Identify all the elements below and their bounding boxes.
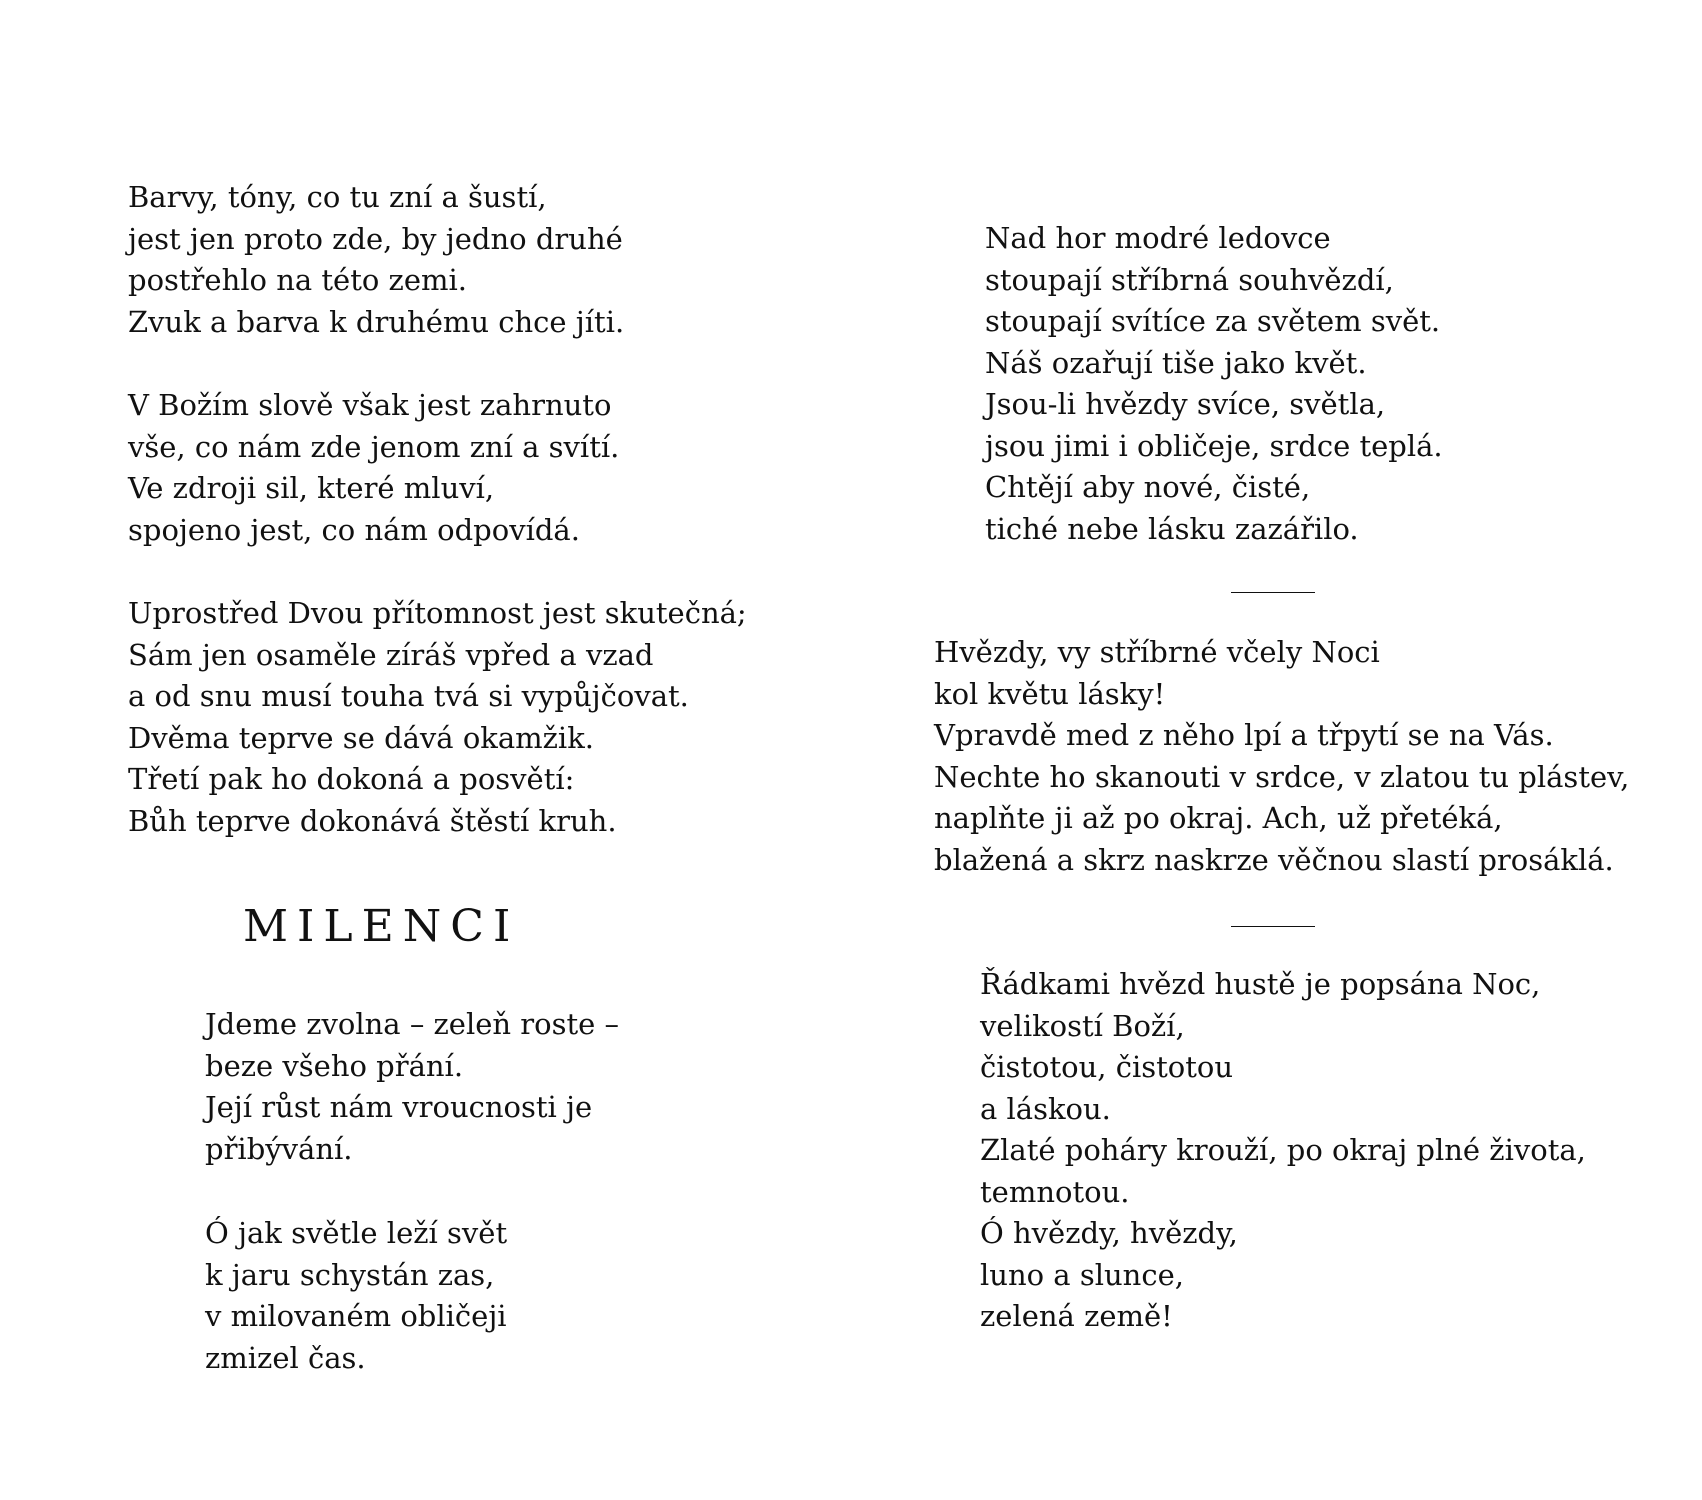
- poem-line: Jsou-li hvězdy svíce, světla,: [985, 387, 1386, 421]
- poem-line: Řádkami hvězd hustě je popsána Noc,: [980, 967, 1541, 1001]
- poem-line: stoupají svítíce za světem svět.: [985, 304, 1441, 338]
- poem-line: přibývání.: [205, 1131, 353, 1166]
- left-stanza-5: [205, 1213, 507, 1379]
- poem-line: postřehlo na této zemi.: [128, 263, 467, 297]
- poem-line: Sám jen osaměle zíráš vpřed a vzad: [128, 637, 654, 672]
- poem-line: Její růst nám vroucnosti je: [205, 1090, 593, 1124]
- right-stanza-2: [934, 632, 1629, 881]
- poem-line: Nad hor modré ledovce: [985, 221, 1331, 255]
- poem-line: Vpravdě med z něho lpí a třpytí se na Vás.: [934, 718, 1554, 752]
- left-stanza-2: [128, 385, 619, 551]
- poem-line: v milovaném obličeji: [205, 1299, 507, 1333]
- section-divider: [1231, 926, 1315, 927]
- poem-line: Uprostřed Dvou přítomnost jest skutečná;: [128, 596, 747, 630]
- poem-line: spojeno jest, co nám odpovídá.: [128, 512, 580, 547]
- poem-line: vše, co nám zde jenom zní a svítí.: [128, 429, 620, 464]
- poem-line: tiché nebe lásku zazářilo.: [985, 511, 1359, 546]
- poem-line: a od snu musí touha tvá si vypůjčovat.: [128, 679, 689, 713]
- section-divider: [1231, 592, 1315, 593]
- poem-line: kol květu lásky!: [934, 676, 1166, 711]
- poem-line: Dvěma teprve se dává okamžik.: [128, 720, 594, 755]
- poem-line: jest jen proto zde, by jedno druhé: [128, 221, 623, 256]
- poem-line: Jdeme zvolna – zeleň roste –: [205, 1007, 620, 1041]
- poem-line: naplňte ji až po okraj. Ach, už přetéká,: [934, 801, 1503, 835]
- poem-line: temnotou.: [980, 1174, 1130, 1209]
- poem-line: V Božím slově však jest zahrnuto: [128, 388, 612, 422]
- poem-line: velikostí Boží,: [980, 1008, 1185, 1043]
- poem-line: Ve zdroji sil, které mluví,: [128, 471, 495, 505]
- poem-line: a láskou.: [980, 1091, 1111, 1126]
- poem-line: Zvuk a barva k druhému chce jíti.: [128, 304, 625, 339]
- poem-line: zelená země!: [980, 1299, 1173, 1333]
- poem-line: jsou jimi i obličeje, srdce teplá.: [985, 428, 1443, 463]
- left-stanza-4: [205, 1004, 619, 1170]
- poem-line: stoupají stříbrná souhvězdí,: [985, 262, 1394, 297]
- poem-line: zmizel čas.: [205, 1340, 366, 1375]
- poem-line: blažená a skrz naskrze věčnou slastí prosáklá.: [934, 842, 1614, 877]
- poem-line: Třetí pak ho dokoná a posvětí:: [128, 762, 575, 796]
- right-stanza-1: [985, 218, 1443, 550]
- poem-line: Barvy, tóny, co tu zní a šustí,: [128, 180, 547, 214]
- poem-line: Hvězdy, vy stříbrné včely Noci: [934, 635, 1380, 669]
- poem-line: beze všeho přání.: [205, 1048, 464, 1083]
- poem-line: čistotou, čistotou: [980, 1050, 1234, 1084]
- right-stanza-3: [980, 964, 1586, 1338]
- poem-title: MILENCI: [243, 901, 520, 952]
- poem-line: Náš ozařují tiše jako květ.: [985, 345, 1367, 380]
- poem-line: Ó jak světle leží svět: [205, 1216, 508, 1250]
- poem-line: Bůh teprve dokonává štěstí kruh.: [128, 803, 617, 838]
- poem-line: Zlaté poháry krouží, po okraj plné života,: [980, 1133, 1586, 1167]
- left-stanza-3: [128, 593, 747, 842]
- poem-line: Nechte ho skanouti v srdce, v zlatou tu plástev,: [934, 759, 1630, 794]
- poem-line: luno a slunce,: [980, 1257, 1184, 1292]
- poem-line: Ó hvězdy, hvězdy,: [980, 1216, 1238, 1250]
- poem-line: k jaru schystán zas,: [205, 1257, 495, 1292]
- poem-line: Chtějí aby nové, čisté,: [985, 470, 1311, 504]
- left-stanza-1: [128, 177, 624, 343]
